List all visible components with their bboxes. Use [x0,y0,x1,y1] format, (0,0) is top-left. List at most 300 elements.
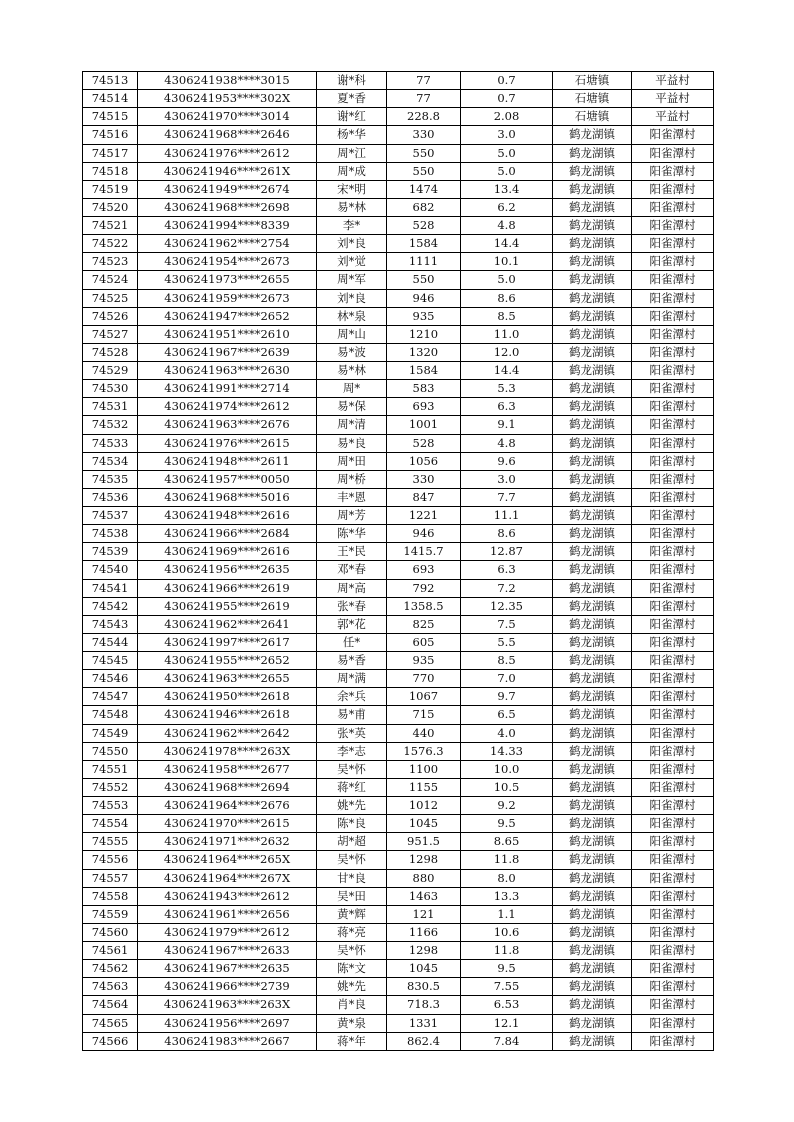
table-row [83,271,714,289]
amount-cell: 528 [387,434,461,452]
village-cell: 阳雀潭村 [632,652,714,670]
id-number-cell: 4306241958****2677 [138,760,317,778]
name-cell: 周*成 [317,162,387,180]
town-cell: 鹤龙湖镇 [553,688,632,706]
town-cell: 鹤龙湖镇 [553,778,632,796]
serial-number-cell: 74541 [83,579,138,597]
amount-cell: 682 [387,198,461,216]
id-number-cell: 4306241962****2754 [138,235,317,253]
area-cell: 10.5 [461,778,553,796]
table-row [83,688,714,706]
amount-cell: 951.5 [387,833,461,851]
table-row [83,90,714,108]
town-cell: 鹤龙湖镇 [553,996,632,1014]
table-body [83,72,714,1051]
area-cell: 3.0 [461,126,553,144]
serial-number-cell: 74519 [83,180,138,198]
village-cell: 阳雀潭村 [632,978,714,996]
town-cell: 鹤龙湖镇 [553,633,632,651]
village-cell: 阳雀潭村 [632,815,714,833]
serial-number-cell: 74527 [83,325,138,343]
id-number-cell: 4306241957****0050 [138,470,317,488]
amount-cell: 946 [387,525,461,543]
id-number-cell: 4306241997****2617 [138,633,317,651]
table-row [83,742,714,760]
area-cell: 11.0 [461,325,553,343]
area-cell: 12.35 [461,597,553,615]
table-row [83,289,714,307]
village-cell: 阳雀潭村 [632,343,714,361]
table-row [83,815,714,833]
area-cell: 7.0 [461,670,553,688]
village-cell: 阳雀潭村 [632,942,714,960]
area-cell: 9.5 [461,815,553,833]
id-number-cell: 4306241949****2674 [138,180,317,198]
town-cell: 鹤龙湖镇 [553,362,632,380]
amount-cell: 792 [387,579,461,597]
serial-number-cell: 74533 [83,434,138,452]
village-cell: 阳雀潭村 [632,887,714,905]
town-cell: 鹤龙湖镇 [553,307,632,325]
table-row [83,108,714,126]
name-cell: 黄*泉 [317,1014,387,1032]
village-cell: 阳雀潭村 [632,597,714,615]
table-row [83,162,714,180]
name-cell: 陈*华 [317,525,387,543]
village-cell: 阳雀潭村 [632,162,714,180]
serial-number-cell: 74566 [83,1032,138,1050]
amount-cell: 770 [387,670,461,688]
name-cell: 周*山 [317,325,387,343]
village-cell: 阳雀潭村 [632,307,714,325]
town-cell: 鹤龙湖镇 [553,960,632,978]
amount-cell: 718.3 [387,996,461,1014]
town-cell: 鹤龙湖镇 [553,1014,632,1032]
name-cell: 易*林 [317,198,387,216]
town-cell: 鹤龙湖镇 [553,797,632,815]
village-cell: 平益村 [632,72,714,90]
table-row [83,942,714,960]
village-cell: 阳雀潭村 [632,253,714,271]
town-cell: 鹤龙湖镇 [553,180,632,198]
name-cell: 张*春 [317,597,387,615]
table-row [83,452,714,470]
amount-cell: 550 [387,271,461,289]
id-number-cell: 4306241970****2615 [138,815,317,833]
serial-number-cell: 74538 [83,525,138,543]
village-cell: 阳雀潭村 [632,670,714,688]
id-number-cell: 4306241953****302X [138,90,317,108]
serial-number-cell: 74524 [83,271,138,289]
serial-number-cell: 74540 [83,561,138,579]
name-cell: 姚*先 [317,978,387,996]
serial-number-cell: 74528 [83,343,138,361]
village-cell: 阳雀潭村 [632,688,714,706]
name-cell: 蒋*年 [317,1032,387,1050]
serial-number-cell: 74516 [83,126,138,144]
town-cell: 石塘镇 [553,72,632,90]
id-number-cell: 4306241967****2639 [138,343,317,361]
id-number-cell: 4306241947****2652 [138,307,317,325]
town-cell: 鹤龙湖镇 [553,579,632,597]
table-row [83,180,714,198]
name-cell: 刘*觉 [317,253,387,271]
area-cell: 11.8 [461,942,553,960]
serial-number-cell: 74545 [83,652,138,670]
area-cell: 14.4 [461,362,553,380]
village-cell: 阳雀潭村 [632,724,714,742]
name-cell: 吴*田 [317,887,387,905]
name-cell: 丰*恩 [317,488,387,506]
name-cell: 易*甫 [317,706,387,724]
village-cell: 平益村 [632,90,714,108]
area-cell: 13.3 [461,887,553,905]
amount-cell: 1298 [387,851,461,869]
town-cell: 鹤龙湖镇 [553,833,632,851]
id-number-cell: 4306241966****2619 [138,579,317,597]
area-cell: 12.0 [461,343,553,361]
town-cell: 鹤龙湖镇 [553,869,632,887]
table-row [83,905,714,923]
id-number-cell: 4306241967****2635 [138,960,317,978]
town-cell: 鹤龙湖镇 [553,615,632,633]
town-cell: 鹤龙湖镇 [553,706,632,724]
name-cell: 杨*华 [317,126,387,144]
village-cell: 阳雀潭村 [632,615,714,633]
id-number-cell: 4306241971****2632 [138,833,317,851]
table-row [83,307,714,325]
id-number-cell: 4306241948****2611 [138,452,317,470]
village-cell: 阳雀潭村 [632,416,714,434]
amount-cell: 1358.5 [387,597,461,615]
id-number-cell: 4306241946****2618 [138,706,317,724]
amount-cell: 935 [387,652,461,670]
area-cell: 11.8 [461,851,553,869]
table-row [83,253,714,271]
town-cell: 鹤龙湖镇 [553,126,632,144]
table-row [83,797,714,815]
name-cell: 郭*花 [317,615,387,633]
area-cell: 12.87 [461,543,553,561]
serial-number-cell: 74518 [83,162,138,180]
town-cell: 鹤龙湖镇 [553,887,632,905]
name-cell: 李*志 [317,742,387,760]
serial-number-cell: 74553 [83,797,138,815]
id-number-cell: 4306241963****2630 [138,362,317,380]
amount-cell: 1155 [387,778,461,796]
name-cell: 张*英 [317,724,387,742]
serial-number-cell: 74531 [83,398,138,416]
table-row [83,380,714,398]
name-cell: 蒋*亮 [317,923,387,941]
amount-cell: 1298 [387,942,461,960]
serial-number-cell: 74565 [83,1014,138,1032]
town-cell: 鹤龙湖镇 [553,380,632,398]
area-cell: 10.1 [461,253,553,271]
serial-number-cell: 74558 [83,887,138,905]
town-cell: 鹤龙湖镇 [553,1032,632,1050]
serial-number-cell: 74552 [83,778,138,796]
village-cell: 阳雀潭村 [632,1032,714,1050]
serial-number-cell: 74564 [83,996,138,1014]
village-cell: 阳雀潭村 [632,851,714,869]
name-cell: 吴*怀 [317,851,387,869]
town-cell: 鹤龙湖镇 [553,398,632,416]
name-cell: 王*民 [317,543,387,561]
serial-number-cell: 74563 [83,978,138,996]
id-number-cell: 4306241963****2655 [138,670,317,688]
amount-cell: 1067 [387,688,461,706]
area-cell: 6.2 [461,198,553,216]
serial-number-cell: 74544 [83,633,138,651]
amount-cell: 1463 [387,887,461,905]
serial-number-cell: 74554 [83,815,138,833]
name-cell: 李* [317,217,387,235]
table-row [83,579,714,597]
id-number-cell: 4306241964****267X [138,869,317,887]
serial-number-cell: 74520 [83,198,138,216]
table-row [83,978,714,996]
amount-cell: 862.4 [387,1032,461,1050]
amount-cell: 330 [387,126,461,144]
id-number-cell: 4306241976****2615 [138,434,317,452]
town-cell: 鹤龙湖镇 [553,235,632,253]
village-cell: 阳雀潭村 [632,235,714,253]
town-cell: 鹤龙湖镇 [553,724,632,742]
amount-cell: 583 [387,380,461,398]
data-table [82,71,714,1051]
serial-number-cell: 74534 [83,452,138,470]
town-cell: 鹤龙湖镇 [553,905,632,923]
village-cell: 平益村 [632,108,714,126]
town-cell: 鹤龙湖镇 [553,670,632,688]
serial-number-cell: 74555 [83,833,138,851]
name-cell: 刘*良 [317,235,387,253]
amount-cell: 1100 [387,760,461,778]
table-row [83,652,714,670]
table-row [83,887,714,905]
village-cell: 阳雀潭村 [632,869,714,887]
id-number-cell: 4306241976****2612 [138,144,317,162]
village-cell: 阳雀潭村 [632,543,714,561]
name-cell: 黄*辉 [317,905,387,923]
serial-number-cell: 74530 [83,380,138,398]
serial-number-cell: 74549 [83,724,138,742]
area-cell: 0.7 [461,72,553,90]
name-cell: 周*芳 [317,507,387,525]
town-cell: 鹤龙湖镇 [553,597,632,615]
serial-number-cell: 74562 [83,960,138,978]
amount-cell: 935 [387,307,461,325]
serial-number-cell: 74561 [83,942,138,960]
village-cell: 阳雀潭村 [632,579,714,597]
table-row [83,760,714,778]
town-cell: 鹤龙湖镇 [553,144,632,162]
table-row [83,325,714,343]
name-cell: 吴*怀 [317,760,387,778]
area-cell: 5.3 [461,380,553,398]
table-row [83,561,714,579]
serial-number-cell: 74523 [83,253,138,271]
town-cell: 鹤龙湖镇 [553,416,632,434]
town-cell: 鹤龙湖镇 [553,507,632,525]
area-cell: 7.84 [461,1032,553,1050]
town-cell: 鹤龙湖镇 [553,652,632,670]
serial-number-cell: 74515 [83,108,138,126]
village-cell: 阳雀潭村 [632,561,714,579]
town-cell: 鹤龙湖镇 [553,561,632,579]
town-cell: 鹤龙湖镇 [553,162,632,180]
serial-number-cell: 74560 [83,923,138,941]
name-cell: 陈*文 [317,960,387,978]
village-cell: 阳雀潭村 [632,452,714,470]
table-row [83,144,714,162]
table-row [83,416,714,434]
table-row [83,633,714,651]
area-cell: 5.0 [461,144,553,162]
name-cell: 吴*怀 [317,942,387,960]
name-cell: 刘*良 [317,289,387,307]
table-row [83,1032,714,1050]
town-cell: 鹤龙湖镇 [553,217,632,235]
table-row [83,434,714,452]
town-cell: 鹤龙湖镇 [553,434,632,452]
village-cell: 阳雀潭村 [632,271,714,289]
village-cell: 阳雀潭村 [632,144,714,162]
table-row [83,851,714,869]
area-cell: 6.5 [461,706,553,724]
table-row [83,670,714,688]
amount-cell: 1415.7 [387,543,461,561]
table-row [83,597,714,615]
id-number-cell: 4306241974****2612 [138,398,317,416]
amount-cell: 1166 [387,923,461,941]
area-cell: 10.0 [461,760,553,778]
table-row [83,235,714,253]
area-cell: 13.4 [461,180,553,198]
amount-cell: 121 [387,905,461,923]
id-number-cell: 4306241967****2633 [138,942,317,960]
amount-cell: 440 [387,724,461,742]
town-cell: 鹤龙湖镇 [553,760,632,778]
village-cell: 阳雀潭村 [632,742,714,760]
amount-cell: 1056 [387,452,461,470]
village-cell: 阳雀潭村 [632,797,714,815]
id-number-cell: 4306241959****2673 [138,289,317,307]
name-cell: 易*波 [317,343,387,361]
village-cell: 阳雀潭村 [632,325,714,343]
amount-cell: 1221 [387,507,461,525]
id-number-cell: 4306241968****2694 [138,778,317,796]
id-number-cell: 4306241994****8339 [138,217,317,235]
table-row [83,960,714,978]
table-row [83,869,714,887]
town-cell: 鹤龙湖镇 [553,923,632,941]
name-cell: 易*保 [317,398,387,416]
id-number-cell: 4306241979****2612 [138,923,317,941]
id-number-cell: 4306241951****2610 [138,325,317,343]
serial-number-cell: 74536 [83,488,138,506]
table-row [83,543,714,561]
area-cell: 6.53 [461,996,553,1014]
id-number-cell: 4306241964****2676 [138,797,317,815]
amount-cell: 880 [387,869,461,887]
serial-number-cell: 74551 [83,760,138,778]
id-number-cell: 4306241956****2635 [138,561,317,579]
table-row [83,778,714,796]
town-cell: 鹤龙湖镇 [553,452,632,470]
id-number-cell: 4306241955****2652 [138,652,317,670]
village-cell: 阳雀潭村 [632,362,714,380]
amount-cell: 550 [387,144,461,162]
amount-cell: 1210 [387,325,461,343]
name-cell: 周*满 [317,670,387,688]
village-cell: 阳雀潭村 [632,289,714,307]
table-row [83,706,714,724]
area-cell: 7.5 [461,615,553,633]
village-cell: 阳雀潭村 [632,778,714,796]
name-cell: 易*香 [317,652,387,670]
amount-cell: 77 [387,72,461,90]
table-row [83,996,714,1014]
amount-cell: 1584 [387,362,461,380]
town-cell: 鹤龙湖镇 [553,271,632,289]
amount-cell: 693 [387,561,461,579]
town-cell: 鹤龙湖镇 [553,470,632,488]
village-cell: 阳雀潭村 [632,760,714,778]
table-row [83,1014,714,1032]
name-cell: 姚*先 [317,797,387,815]
id-number-cell: 4306241948****2616 [138,507,317,525]
area-cell: 10.6 [461,923,553,941]
area-cell: 6.3 [461,561,553,579]
amount-cell: 605 [387,633,461,651]
village-cell: 阳雀潭村 [632,1014,714,1032]
serial-number-cell: 74514 [83,90,138,108]
village-cell: 阳雀潭村 [632,434,714,452]
id-number-cell: 4306241968****2698 [138,198,317,216]
area-cell: 4.8 [461,434,553,452]
serial-number-cell: 74548 [83,706,138,724]
id-number-cell: 4306241983****2667 [138,1032,317,1050]
table-row [83,488,714,506]
id-number-cell: 4306241991****2714 [138,380,317,398]
id-number-cell: 4306241946****261X [138,162,317,180]
serial-number-cell: 74521 [83,217,138,235]
area-cell: 5.0 [461,271,553,289]
area-cell: 12.1 [461,1014,553,1032]
serial-number-cell: 74532 [83,416,138,434]
table-row [83,923,714,941]
area-cell: 9.5 [461,960,553,978]
amount-cell: 228.8 [387,108,461,126]
area-cell: 8.5 [461,652,553,670]
village-cell: 阳雀潭村 [632,126,714,144]
village-cell: 阳雀潭村 [632,217,714,235]
village-cell: 阳雀潭村 [632,470,714,488]
amount-cell: 1331 [387,1014,461,1032]
table-row [83,398,714,416]
table-row [83,198,714,216]
name-cell: 甘*良 [317,869,387,887]
area-cell: 6.3 [461,398,553,416]
table-row [83,362,714,380]
town-cell: 鹤龙湖镇 [553,942,632,960]
serial-number-cell: 74559 [83,905,138,923]
amount-cell: 1474 [387,180,461,198]
id-number-cell: 4306241962****2641 [138,615,317,633]
town-cell: 鹤龙湖镇 [553,815,632,833]
